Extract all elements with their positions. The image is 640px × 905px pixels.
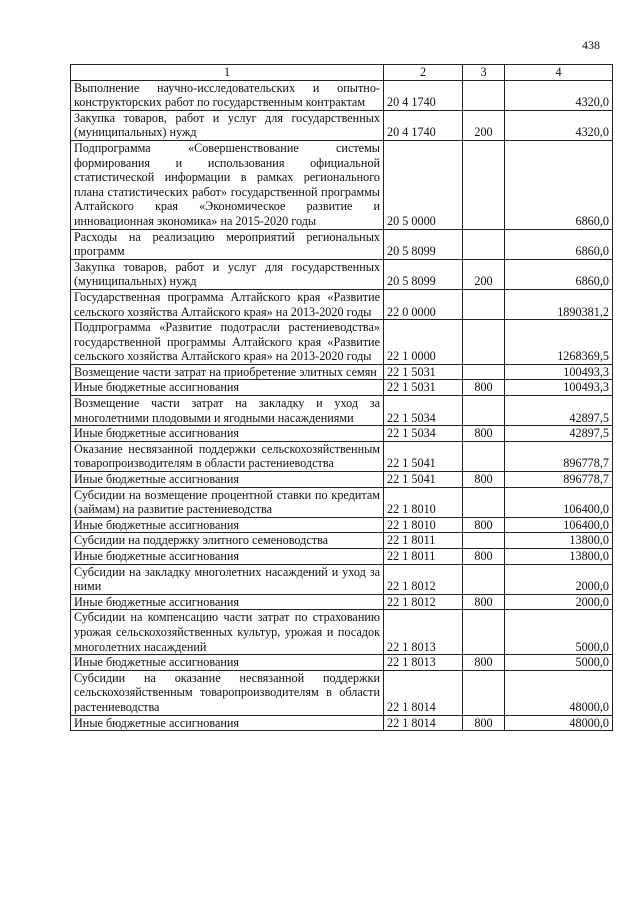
row-kvr-cell	[463, 610, 505, 655]
table-row	[71, 564, 613, 594]
row-kvr-cell	[463, 80, 505, 110]
row-name-cell: Иные бюджетные ассигнования	[71, 472, 384, 488]
row-code-cell: 22 1 5031	[384, 364, 463, 380]
row-amount-cell: 6860,0	[505, 140, 613, 229]
row-name-cell: Возмещение части затрат на приобретение элитных семян	[71, 364, 384, 380]
row-code-cell: 22 1 8011	[384, 549, 463, 565]
table-row	[71, 320, 613, 365]
row-name-cell: Иные бюджетные ассигнования	[71, 426, 384, 442]
row-code-cell: 22 1 8012	[384, 594, 463, 610]
table-row	[71, 110, 613, 140]
table-header-row	[71, 65, 613, 81]
row-code-cell: 20 5 8099	[384, 229, 463, 259]
row-code-cell: 22 1 5034	[384, 396, 463, 426]
row-code-cell: 22 1 8014	[384, 715, 463, 731]
page-number: 438	[582, 38, 600, 52]
row-kvr-cell: 800	[463, 380, 505, 396]
table-row	[71, 715, 613, 731]
table-row	[71, 140, 613, 229]
row-name-cell: Выполнение научно-исследовательских и опытно-конструкторских работ по государственным контрактам	[71, 80, 384, 110]
table-row	[71, 259, 613, 289]
row-kvr-cell: 800	[463, 655, 505, 671]
budget-table	[70, 64, 613, 731]
row-kvr-cell: 200	[463, 259, 505, 289]
table-row	[71, 396, 613, 426]
row-amount-cell: 13800,0	[505, 533, 613, 549]
row-name-cell: Иные бюджетные ассигнования	[71, 715, 384, 731]
row-code-cell: 22 1 8013	[384, 655, 463, 671]
row-amount-cell: 896778,7	[505, 441, 613, 471]
row-code-cell: 20 5 0000	[384, 140, 463, 229]
row-kvr-cell: 800	[463, 517, 505, 533]
row-amount-cell: 48000,0	[505, 670, 613, 715]
table-row	[71, 426, 613, 442]
row-amount-cell: 2000,0	[505, 594, 613, 610]
row-name-cell: Закупка товаров, работ и услуг для государственных (муниципальных) нужд	[71, 259, 384, 289]
row-kvr-cell	[463, 320, 505, 365]
row-code-cell: 22 1 5041	[384, 472, 463, 488]
row-name-cell: Субсидии на компенсацию части затрат по страхованию урожая сельскохозяйственных культур, урожая и посадок многолетних насаждений	[71, 610, 384, 655]
column-header: 4	[505, 65, 613, 81]
row-code-cell: 22 1 0000	[384, 320, 463, 365]
row-name-cell: Государственная программа Алтайского края «Развитие сельского хозяйства Алтайского края» на 2013-2020 годы	[71, 289, 384, 319]
row-kvr-cell	[463, 533, 505, 549]
row-code-cell: 22 1 5034	[384, 426, 463, 442]
row-code-cell: 20 5 8099	[384, 259, 463, 289]
row-kvr-cell	[463, 289, 505, 319]
row-kvr-cell: 800	[463, 426, 505, 442]
row-kvr-cell: 800	[463, 715, 505, 731]
row-amount-cell: 4320,0	[505, 80, 613, 110]
row-amount-cell: 106400,0	[505, 487, 613, 517]
row-code-cell: 22 1 8013	[384, 610, 463, 655]
row-code-cell: 22 1 8014	[384, 670, 463, 715]
row-code-cell: 22 1 5041	[384, 441, 463, 471]
row-name-cell: Иные бюджетные ассигнования	[71, 549, 384, 565]
table-row	[71, 594, 613, 610]
row-kvr-cell	[463, 140, 505, 229]
table-row	[71, 533, 613, 549]
row-amount-cell: 13800,0	[505, 549, 613, 565]
row-kvr-cell	[463, 487, 505, 517]
row-kvr-cell: 200	[463, 110, 505, 140]
row-amount-cell: 100493,3	[505, 364, 613, 380]
row-amount-cell: 42897,5	[505, 426, 613, 442]
table-row	[71, 549, 613, 565]
table-row	[71, 229, 613, 259]
row-amount-cell: 1268369,5	[505, 320, 613, 365]
table-row	[71, 289, 613, 319]
row-amount-cell: 1890381,2	[505, 289, 613, 319]
row-amount-cell: 100493,3	[505, 380, 613, 396]
row-name-cell: Иные бюджетные ассигнования	[71, 517, 384, 533]
row-amount-cell: 6860,0	[505, 229, 613, 259]
table-row	[71, 472, 613, 488]
row-amount-cell: 5000,0	[505, 610, 613, 655]
table-row	[71, 610, 613, 655]
row-name-cell: Иные бюджетные ассигнования	[71, 594, 384, 610]
row-amount-cell: 106400,0	[505, 517, 613, 533]
row-code-cell: 22 0 0000	[384, 289, 463, 319]
row-kvr-cell	[463, 229, 505, 259]
table-row	[71, 670, 613, 715]
row-kvr-cell: 800	[463, 594, 505, 610]
row-code-cell: 22 1 8012	[384, 564, 463, 594]
row-name-cell: Субсидии на оказание несвязанной поддержки сельскохозяйственным товаропроизводителям в области растениеводства	[71, 670, 384, 715]
row-name-cell: Расходы на реализацию мероприятий региональных программ	[71, 229, 384, 259]
row-amount-cell: 6860,0	[505, 259, 613, 289]
table-row	[71, 80, 613, 110]
row-code-cell: 22 1 8010	[384, 487, 463, 517]
row-code-cell: 22 1 5031	[384, 380, 463, 396]
row-kvr-cell	[463, 441, 505, 471]
table-row	[71, 655, 613, 671]
table-row	[71, 441, 613, 471]
table-row	[71, 380, 613, 396]
table-row	[71, 517, 613, 533]
row-amount-cell: 896778,7	[505, 472, 613, 488]
row-kvr-cell	[463, 670, 505, 715]
table-row	[71, 487, 613, 517]
row-code-cell: 20 4 1740	[384, 110, 463, 140]
row-code-cell: 22 1 8011	[384, 533, 463, 549]
column-header: 2	[384, 65, 463, 81]
row-name-cell: Возмещение части затрат на закладку и уход за многолетними плодовыми и ягодными насаждениями	[71, 396, 384, 426]
row-code-cell: 22 1 8010	[384, 517, 463, 533]
row-name-cell: Иные бюджетные ассигнования	[71, 655, 384, 671]
row-amount-cell: 42897,5	[505, 396, 613, 426]
row-kvr-cell	[463, 564, 505, 594]
row-code-cell: 20 4 1740	[384, 80, 463, 110]
row-name-cell: Иные бюджетные ассигнования	[71, 380, 384, 396]
row-name-cell: Субсидии на возмещение процентной ставки по кредитам (займам) на развитие растениеводства	[71, 487, 384, 517]
row-name-cell: Подпрограмма «Совершенствование системы формирования и использования официальной статистической информации в рамках регионального плана статистических работ» государственной программы Алтайского края «Экономическое развитие и инновационная экономика» на 2015-2020 годы	[71, 140, 384, 229]
row-kvr-cell	[463, 396, 505, 426]
row-kvr-cell	[463, 364, 505, 380]
row-name-cell: Субсидии на поддержку элитного семеноводства	[71, 533, 384, 549]
row-name-cell: Субсидии на закладку многолетних насаждений и уход за ними	[71, 564, 384, 594]
column-header: 3	[463, 65, 505, 81]
row-amount-cell: 4320,0	[505, 110, 613, 140]
table-row	[71, 364, 613, 380]
row-name-cell: Закупка товаров, работ и услуг для государственных (муниципальных) нужд	[71, 110, 384, 140]
row-amount-cell: 48000,0	[505, 715, 613, 731]
row-amount-cell: 5000,0	[505, 655, 613, 671]
row-kvr-cell: 800	[463, 549, 505, 565]
row-name-cell: Подпрограмма «Развитие подотрасли растениеводства» государственной программы Алтайского края «Развитие сельского хозяйства Алтайского края» на 2013-2020 годы	[71, 320, 384, 365]
row-amount-cell: 2000,0	[505, 564, 613, 594]
row-name-cell: Оказание несвязанной поддержки сельскохозяйственным товаропроизводителям в области растениеводства	[71, 441, 384, 471]
column-header: 1	[71, 65, 384, 81]
row-kvr-cell: 800	[463, 472, 505, 488]
